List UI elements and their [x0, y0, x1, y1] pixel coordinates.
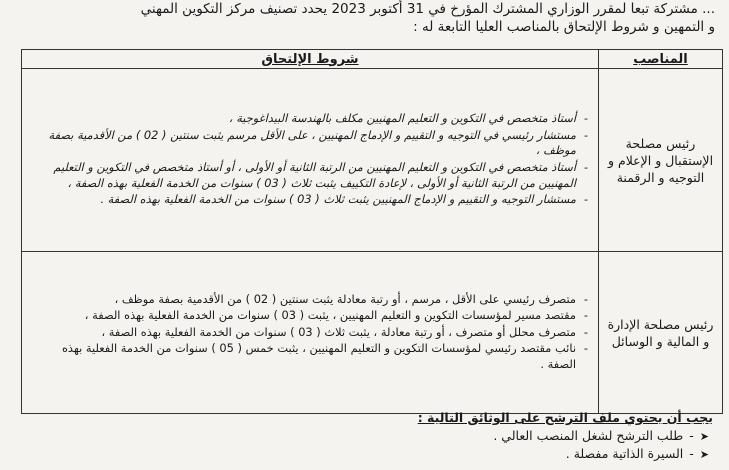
condition-item: - متصرف محلل أو متصرف ، أو رتبة معادلة ، يثبت ثلاث ( 03 ) سنوات من الخدمة الفعلية بهذه الصفة ،: [30, 325, 588, 341]
header-positions: المناصب: [599, 50, 723, 69]
pointer-icon: ➤: [699, 430, 709, 443]
position-cell: رئيس مصلحة الإدارة و المالية و الوسائل: [599, 252, 723, 414]
condition-item: - نائب مقتصد رئيسي لمؤسسات التكوين و التعليم المهنيين ، يثبت خمس ( 05 ) سنوات من الخدمة الفعلية بهذه الصفة .: [30, 341, 588, 372]
condition-item: - مستشار رئيسي في التوجيه و التقييم و الإدماج المهنيين ، على الأقل مرسم يثبت سنتين ( 02 ) من الأقدمية بصفة موظف ،: [30, 128, 588, 159]
condition-item: - مستشار التوجيه و التقييم و الإدماج المهنيين يثبت ثلاث ( 03 ) سنوات من الخدمة الفعلية بهذه الصفة .: [30, 192, 588, 208]
positions-table: [21, 49, 723, 414]
table-row: [22, 252, 723, 414]
document-item-text: السيرة الذاتية مفصلة .: [565, 446, 684, 461]
position-cell: رئيس مصلحة الإستقبال و الإعلام و التوجيه و الرقمنة: [599, 69, 723, 252]
condition-item: - أستاذ متخصص في التكوين و التعليم المهنيين مكلف بالهندسة البيداغوجية ،: [30, 111, 588, 127]
conditions-list: [30, 111, 588, 208]
conditions-list: [30, 292, 588, 373]
document-item: ➤-السيرة الذاتية مفصلة .: [565, 446, 709, 461]
intro-line-2: و التمهين و شروط الإلتحاق بالمناصب العليا التابعة له :: [413, 19, 715, 35]
documents-heading: يجب أن يحتوي ملف الترشح على الوثائق التالية :: [417, 410, 713, 425]
table-row: [22, 69, 723, 252]
table-header-row: [22, 50, 723, 69]
header-conditions: شروط الإلتحاق: [22, 50, 599, 69]
conditions-cell: [22, 69, 599, 252]
document-item-text: طلب الترشح لشغل المنصب العالي .: [493, 428, 684, 443]
pointer-icon: ➤: [699, 448, 709, 461]
intro-line-1: ... مشتركة تبعا لمقرر الوزاري المشترك المؤرخ في 31 أكتوبر 2023 يحدد تصنيف مركز التكوين المهني: [140, 1, 715, 17]
document-item: ➤-طلب الترشح لشغل المنصب العالي .: [493, 428, 709, 443]
condition-item: - متصرف رئيسي على الأقل ، مرسم ، أو رتبة معادلة يثبت سنتين ( 02 ) من الأقدمية بصفة موظف ،: [30, 292, 588, 308]
condition-item: - أستاذ متخصص في التكوين و التعليم المهنيين من الرتبة الثانية أو الأولى ، أو أستاذ متخصص في التكوين و التعليم المهنيين من الرتبة الثانية أو الأولى ، لإعادة التكييف يثبت ثلاث ( 03 ) سنوات من الخدمة الفعلية بهذه الصفة ،: [30, 160, 588, 191]
conditions-cell: [22, 252, 599, 414]
condition-item: - مقتصد مسير لمؤسسات التكوين و التعليم المهنيين ، يثبت ( 03 ) سنوات من الخدمة الفعلية بهذه الصفة ،: [30, 308, 588, 324]
